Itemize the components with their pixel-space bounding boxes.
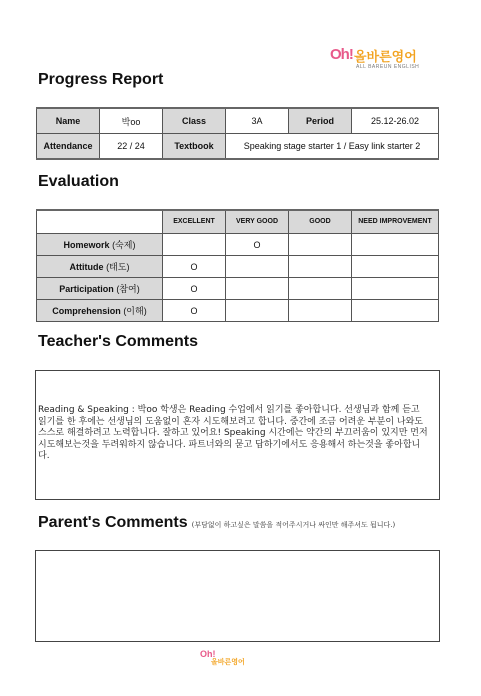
parent-comments-title: Parent's Comments (38, 514, 188, 531)
brand-logo (330, 44, 430, 74)
mark-cell (289, 300, 352, 322)
mark-cell: O (163, 278, 226, 300)
attendance-label: Attendance (37, 134, 100, 160)
mark-cell (226, 300, 289, 322)
mark-cell: O (163, 300, 226, 322)
mark-cell (163, 234, 226, 256)
mark-cell (226, 278, 289, 300)
footer-logo (200, 649, 260, 669)
mark-cell (352, 300, 439, 322)
mark-cell: O (226, 234, 289, 256)
row-label: Homework (숙제) (37, 234, 163, 256)
class-label: Class (163, 108, 226, 134)
teacher-comment-text: Reading & Speaking : 박oo 학생은 Reading 수업에서 읽기를 좋아합니다. 선생님과 함께 듣고 읽기를 한 후에는 선생님의 도움없이 혼자 시도해보려고 합니다. 중간에 조금 어려운 부분이 나와도 스스로 해결하려고 노력합니다. 잘하고 있어요! Speaking 시간에는 약간의 부끄러움이 있지만 먼저 시도해보는것을 두려워하지 않습니다. 파트너와의 묻고 답하기에서도 응용해서 하는것을 좋아합니다. (38, 405, 428, 461)
info-table (36, 107, 439, 160)
class-value: 3A (226, 108, 289, 134)
name-label: Name (37, 108, 100, 134)
parent-comments-box[interactable] (35, 550, 440, 642)
brand-tagline: ALL BAREUN ENGLISH (356, 64, 420, 70)
evaluation-table (36, 209, 439, 322)
page-title: Progress Report (38, 71, 164, 88)
name-value: 박oo (100, 108, 163, 134)
eval-corner (37, 210, 163, 234)
mark-cell (352, 278, 439, 300)
footer-brand-mark: Oh! (200, 649, 216, 659)
mark-cell: O (163, 256, 226, 278)
period-label: Period (289, 108, 352, 134)
eval-row-comprehension (37, 300, 439, 322)
mark-cell (289, 234, 352, 256)
textbook-label: Textbook (163, 134, 226, 160)
mark-cell (352, 256, 439, 278)
col-need-improvement: NEED IMPROVEMENT (352, 210, 439, 234)
eval-row-homework (37, 234, 439, 256)
col-very-good: VERY GOOD (226, 210, 289, 234)
parent-comments-hint: (부담없이 하고싶은 말씀을 적어주시거나 싸인만 해주셔도 됩니다.) (191, 521, 396, 529)
eval-row-participation (37, 278, 439, 300)
teacher-comments-title: Teacher's Comments (38, 333, 199, 350)
evaluation-title: Evaluation (38, 173, 119, 190)
row-label: Participation (참여) (37, 278, 163, 300)
col-good: GOOD (289, 210, 352, 234)
row-label: Comprehension (이해) (37, 300, 163, 322)
mark-cell (226, 256, 289, 278)
col-excellent: EXCELLENT (163, 210, 226, 234)
mark-cell (352, 234, 439, 256)
row-label: Attitude (태도) (37, 256, 163, 278)
eval-row-attitude (37, 256, 439, 278)
mark-cell (289, 256, 352, 278)
mark-cell (289, 278, 352, 300)
period-value: 25.12-26.02 (352, 108, 439, 134)
brand-name: 올바른영어 (354, 50, 417, 65)
textbook-value: Speaking stage starter 1 / Easy link starter 2 (226, 134, 439, 160)
brand-mark: Oh! (330, 46, 353, 63)
parent-comments-heading (38, 514, 395, 532)
footer-brand-name: 올바른영어 (211, 658, 245, 666)
attendance-value: 22 / 24 (100, 134, 163, 160)
